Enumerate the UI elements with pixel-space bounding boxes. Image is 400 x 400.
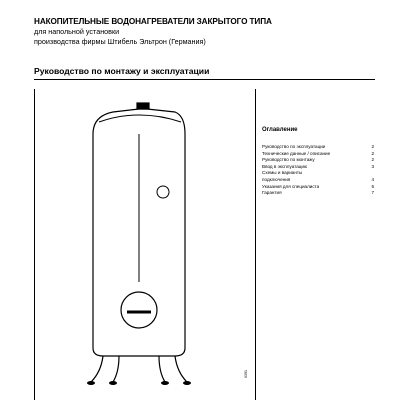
toc-entry-title: Схемы и варианты — [262, 170, 303, 176]
control-panel-cover — [121, 292, 157, 328]
toc-entry[interactable] — [262, 157, 374, 164]
toc-entry[interactable] — [262, 190, 374, 197]
leg-center-left-icon — [113, 356, 119, 382]
toc-entry-title: подключения — [262, 176, 291, 182]
figure-code: 0391 — [244, 370, 248, 378]
toc-entry-title: Руководство по эксплуатации — [262, 144, 326, 149]
section-title: Руководство по монтажу и эксплуатации — [34, 66, 210, 76]
toc-entry-page: 2 — [371, 157, 374, 163]
table-of-contents — [262, 127, 374, 197]
horizontal-rule — [34, 79, 375, 80]
foot-center-left-icon — [109, 381, 117, 385]
toc-entry-page: 4 — [371, 176, 374, 182]
leg-right-icon — [175, 356, 187, 382]
leg-left-icon — [91, 356, 103, 382]
toc-entry-title: Руководство по монтажу — [262, 157, 315, 163]
document-title: НАКОПИТЕЛЬНЫЕ ВОДОНАГРЕВАТЕЛИ ЗАКРЫТОГО ТИПА — [34, 17, 272, 26]
toc-entry-page: 3 — [371, 163, 374, 169]
toc-entry-title: Указания для специалиста — [262, 183, 320, 189]
leg-center-right-icon — [159, 356, 165, 382]
document-subtitle-line1: для напольной установки — [34, 27, 120, 36]
water-heater-illustration — [35, 90, 254, 400]
top-fitting — [137, 103, 149, 109]
document-header — [34, 16, 272, 47]
tank-top-cap — [99, 115, 181, 122]
toc-heading: Оглавление — [262, 127, 298, 133]
toc-entry-page: 2 — [371, 144, 374, 149]
toc-entry[interactable] — [262, 164, 374, 171]
toc-entry[interactable] — [262, 184, 374, 191]
document-subtitle-line2: производства фирмы Штибель Эльтрон (Германия) — [34, 37, 206, 46]
toc-entry[interactable] — [262, 170, 374, 177]
toc-entry-title: Ввод в эксплуатацию — [262, 163, 308, 169]
toc-entry[interactable] — [262, 177, 374, 184]
foot-left-icon — [87, 381, 95, 385]
toc-entry-page: 2 — [371, 150, 374, 156]
foot-center-right-icon — [161, 381, 169, 385]
thermometer-gauge-icon — [157, 186, 169, 198]
toc-entry[interactable] — [262, 144, 374, 151]
toc-entry-title: Технические данные / описание — [262, 150, 331, 156]
toc-entries — [262, 144, 374, 197]
toc-entry-page: 5 — [371, 183, 374, 189]
toc-entry-title: Гарантия — [262, 190, 282, 196]
foot-right-icon — [183, 381, 191, 385]
toc-entry-page: 7 — [371, 190, 374, 196]
toc-entry[interactable] — [262, 151, 374, 158]
